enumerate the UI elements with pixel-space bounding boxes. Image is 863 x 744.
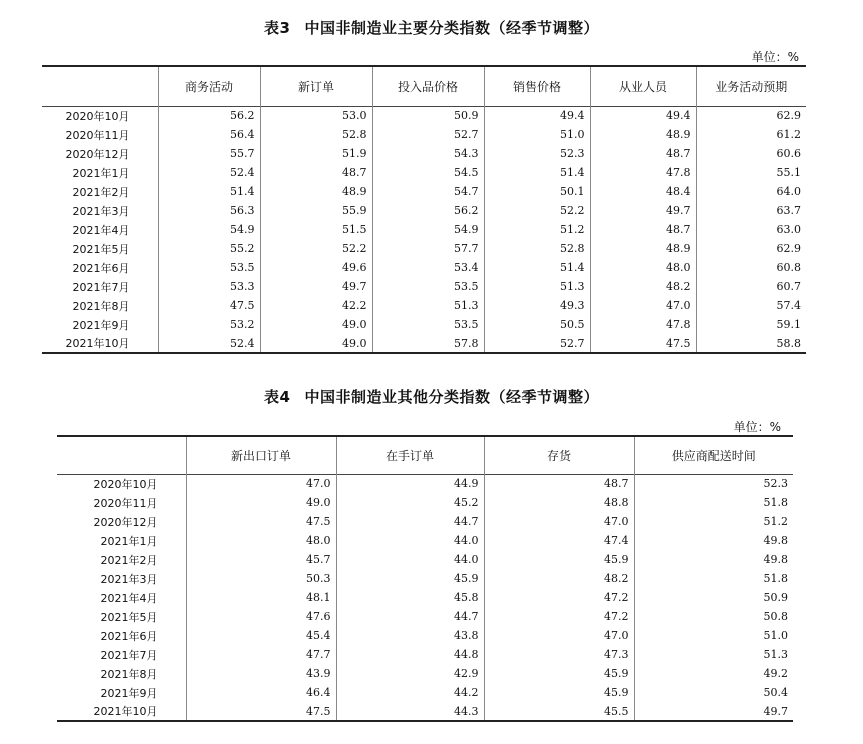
table-cell: 48.9 [590, 239, 696, 258]
table-cell: 51.3 [484, 277, 590, 296]
table-cell: 55.2 [158, 239, 260, 258]
table-cell: 53.5 [372, 315, 484, 334]
table-cell: 43.8 [336, 626, 484, 645]
table-row [42, 201, 806, 220]
table-cell: 51.2 [484, 220, 590, 239]
table-cell: 51.8 [634, 493, 793, 512]
table-cell: 45.9 [484, 683, 634, 702]
table-row [57, 588, 793, 607]
row-label: 2020年10月 [93, 477, 158, 491]
table-cell: 62.9 [696, 106, 806, 125]
table4-header-row [57, 436, 793, 474]
table-cell: 51.9 [260, 144, 372, 163]
column-header: 投入品价格 [372, 66, 484, 106]
table-cell: 49.4 [484, 106, 590, 125]
table-cell: 51.4 [484, 258, 590, 277]
table-cell: 50.9 [372, 106, 484, 125]
table-cell: 51.3 [372, 296, 484, 315]
row-label: 2021年10月 [93, 705, 158, 718]
table-cell: 51.3 [634, 645, 793, 664]
table-row [42, 182, 806, 201]
table-cell: 47.8 [590, 163, 696, 182]
row-label: 2021年2月 [100, 553, 158, 567]
table-cell: 52.7 [484, 334, 590, 353]
table-row [42, 258, 806, 277]
table-cell: 52.2 [484, 201, 590, 220]
table-cell: 48.7 [260, 163, 372, 182]
table-row [57, 493, 793, 512]
table-cell: 53.3 [158, 277, 260, 296]
table-cell: 55.1 [696, 163, 806, 182]
table-cell: 52.8 [260, 125, 372, 144]
table-row [42, 334, 806, 353]
table-cell: 51.4 [158, 182, 260, 201]
table-cell: 53.5 [158, 258, 260, 277]
table-row [57, 645, 793, 664]
table-cell: 44.0 [336, 531, 484, 550]
table-cell: 45.9 [336, 569, 484, 588]
table4-body [57, 474, 793, 721]
table-cell: 45.5 [484, 702, 634, 721]
table-cell: 47.8 [590, 315, 696, 334]
table-cell: 50.8 [634, 607, 793, 626]
table3-body [42, 106, 806, 353]
column-header: 销售价格 [484, 66, 590, 106]
table-cell: 51.5 [260, 220, 372, 239]
table-cell: 44.7 [336, 512, 484, 531]
table-cell: 48.2 [590, 277, 696, 296]
table-cell: 45.2 [336, 493, 484, 512]
table-cell: 61.2 [696, 125, 806, 144]
table-cell: 54.3 [372, 144, 484, 163]
table-cell: 44.0 [336, 550, 484, 569]
table4-title [0, 386, 863, 407]
row-label: 2021年5月 [72, 242, 130, 256]
table-cell: 55.9 [260, 201, 372, 220]
table-cell: 51.0 [634, 626, 793, 645]
table-cell: 47.6 [186, 607, 336, 626]
table-cell: 47.5 [186, 702, 336, 721]
column-header: 在手订单 [336, 436, 484, 474]
table-cell: 48.8 [484, 493, 634, 512]
table-row [42, 106, 806, 125]
table-cell: 47.7 [186, 645, 336, 664]
row-label: 2021年4月 [100, 591, 158, 605]
table-row [42, 220, 806, 239]
table-cell: 60.6 [696, 144, 806, 163]
table-cell: 50.5 [484, 315, 590, 334]
table-cell: 47.0 [590, 296, 696, 315]
table-cell: 44.2 [336, 683, 484, 702]
column-header: 供应商配送时间 [634, 436, 793, 474]
table-cell: 47.0 [186, 474, 336, 493]
table-row [57, 683, 793, 702]
table4-title-text: 中国非制造业其他分类指数（经季节调整） [304, 388, 599, 406]
table-cell: 46.4 [186, 683, 336, 702]
table-cell: 54.9 [158, 220, 260, 239]
table-cell: 47.5 [158, 296, 260, 315]
table-cell: 52.4 [158, 334, 260, 353]
table-row [57, 702, 793, 721]
row-label: 2021年1月 [72, 166, 130, 180]
table-cell: 48.7 [590, 220, 696, 239]
table-cell: 48.7 [590, 144, 696, 163]
table-row [57, 531, 793, 550]
table-cell: 49.3 [484, 296, 590, 315]
table-cell: 49.7 [634, 702, 793, 721]
table-cell: 48.2 [484, 569, 634, 588]
table-cell: 57.4 [696, 296, 806, 315]
row-label: 2021年2月 [72, 185, 130, 199]
table-cell: 53.2 [158, 315, 260, 334]
row-label: 2020年11月 [93, 496, 158, 510]
table-cell: 47.0 [484, 626, 634, 645]
table-cell: 60.7 [696, 277, 806, 296]
table-cell: 47.2 [484, 607, 634, 626]
table-cell: 44.7 [336, 607, 484, 626]
row-label: 2020年10月 [65, 109, 130, 123]
table-cell: 47.5 [186, 512, 336, 531]
table-cell: 57.7 [372, 239, 484, 258]
table-cell: 47.5 [590, 334, 696, 353]
table4-header [57, 436, 793, 474]
table3-title [0, 17, 863, 38]
table-cell: 49.4 [590, 106, 696, 125]
table-cell: 48.1 [186, 588, 336, 607]
table-cell: 53.0 [260, 106, 372, 125]
table-cell: 45.4 [186, 626, 336, 645]
row-label: 2021年3月 [72, 204, 130, 218]
table-cell: 50.1 [484, 182, 590, 201]
table-cell: 45.7 [186, 550, 336, 569]
table-cell: 56.2 [372, 201, 484, 220]
table-cell: 47.0 [484, 512, 634, 531]
row-label: 2021年6月 [72, 261, 130, 275]
table-cell: 54.9 [372, 220, 484, 239]
table-cell: 54.7 [372, 182, 484, 201]
row-label: 2021年9月 [72, 318, 130, 332]
table-cell: 54.5 [372, 163, 484, 182]
table-row [42, 277, 806, 296]
table-cell: 50.4 [634, 683, 793, 702]
row-label: 2021年7月 [100, 648, 158, 662]
table-cell: 48.0 [590, 258, 696, 277]
table-cell: 52.3 [634, 474, 793, 493]
row-label: 2021年9月 [100, 686, 158, 700]
table-cell: 51.2 [634, 512, 793, 531]
table-cell: 52.7 [372, 125, 484, 144]
table-cell: 45.9 [484, 664, 634, 683]
table-cell: 58.8 [696, 334, 806, 353]
column-header-period [57, 436, 186, 474]
table4-number: 表4 [264, 388, 291, 406]
table-cell: 47.2 [484, 588, 634, 607]
table-cell: 59.1 [696, 315, 806, 334]
table3 [42, 65, 806, 354]
table3-unit: 单位：% [751, 50, 799, 64]
table-row [57, 607, 793, 626]
table-row [42, 296, 806, 315]
table-cell: 42.2 [260, 296, 372, 315]
table-cell: 44.3 [336, 702, 484, 721]
table-row [42, 144, 806, 163]
table-row [42, 163, 806, 182]
table-cell: 50.9 [634, 588, 793, 607]
row-label: 2021年3月 [100, 572, 158, 586]
table-row [57, 474, 793, 493]
table-cell: 53.4 [372, 258, 484, 277]
table-cell: 63.0 [696, 220, 806, 239]
row-label: 2021年7月 [72, 280, 130, 294]
table-cell: 42.9 [336, 664, 484, 683]
table-row [57, 626, 793, 645]
table-cell: 60.8 [696, 258, 806, 277]
row-label: 2020年12月 [93, 515, 158, 529]
table-row [42, 315, 806, 334]
table-row [42, 239, 806, 258]
table-cell: 51.0 [484, 125, 590, 144]
table-cell: 52.2 [260, 239, 372, 258]
row-label: 2021年4月 [72, 223, 130, 237]
row-label: 2021年1月 [100, 534, 158, 548]
table-cell: 56.2 [158, 106, 260, 125]
table3-header-row [42, 66, 806, 106]
row-label: 2021年6月 [100, 629, 158, 643]
table-cell: 55.7 [158, 144, 260, 163]
table-cell: 49.0 [260, 334, 372, 353]
table-cell: 49.0 [260, 315, 372, 334]
table3-number: 表3 [264, 19, 291, 37]
table-cell: 63.7 [696, 201, 806, 220]
table-cell: 52.4 [158, 163, 260, 182]
column-header: 新出口订单 [186, 436, 336, 474]
table4 [57, 435, 793, 722]
row-label: 2021年8月 [72, 299, 130, 313]
table-cell: 50.3 [186, 569, 336, 588]
table-cell: 49.8 [634, 531, 793, 550]
column-header: 业务活动预期 [696, 66, 806, 106]
table-row [57, 550, 793, 569]
table-row [57, 569, 793, 588]
table-cell: 57.8 [372, 334, 484, 353]
table-cell: 48.9 [590, 125, 696, 144]
table-row [42, 125, 806, 144]
row-label: 2020年12月 [65, 147, 130, 161]
table-cell: 49.2 [634, 664, 793, 683]
column-header: 商务活动 [158, 66, 260, 106]
table-cell: 49.0 [186, 493, 336, 512]
column-header-period [42, 66, 158, 106]
table-cell: 51.8 [634, 569, 793, 588]
table-row [57, 664, 793, 683]
table-cell: 56.4 [158, 125, 260, 144]
table-cell: 49.6 [260, 258, 372, 277]
column-header: 从业人员 [590, 66, 696, 106]
table-cell: 48.7 [484, 474, 634, 493]
table-cell: 53.5 [372, 277, 484, 296]
column-header: 存货 [484, 436, 634, 474]
table3-title-text: 中国非制造业主要分类指数（经季节调整） [304, 19, 599, 37]
table-cell: 62.9 [696, 239, 806, 258]
table-cell: 49.8 [634, 550, 793, 569]
row-label: 2021年8月 [100, 667, 158, 681]
table-cell: 47.4 [484, 531, 634, 550]
row-label: 2021年5月 [100, 610, 158, 624]
table-cell: 48.9 [260, 182, 372, 201]
table-cell: 51.4 [484, 163, 590, 182]
table-cell: 49.7 [260, 277, 372, 296]
column-header: 新订单 [260, 66, 372, 106]
table-cell: 64.0 [696, 182, 806, 201]
table-row [57, 512, 793, 531]
table3-header [42, 66, 806, 106]
table-cell: 47.3 [484, 645, 634, 664]
table-cell: 52.3 [484, 144, 590, 163]
table-cell: 52.8 [484, 239, 590, 258]
table-cell: 44.8 [336, 645, 484, 664]
table-cell: 56.3 [158, 201, 260, 220]
table-cell: 45.8 [336, 588, 484, 607]
table-cell: 48.4 [590, 182, 696, 201]
table-cell: 44.9 [336, 474, 484, 493]
row-label: 2021年10月 [65, 337, 130, 350]
table-cell: 49.7 [590, 201, 696, 220]
table-cell: 43.9 [186, 664, 336, 683]
table-cell: 45.9 [484, 550, 634, 569]
table-cell: 48.0 [186, 531, 336, 550]
row-label: 2020年11月 [65, 128, 130, 142]
table4-unit: 单位：% [733, 420, 781, 434]
